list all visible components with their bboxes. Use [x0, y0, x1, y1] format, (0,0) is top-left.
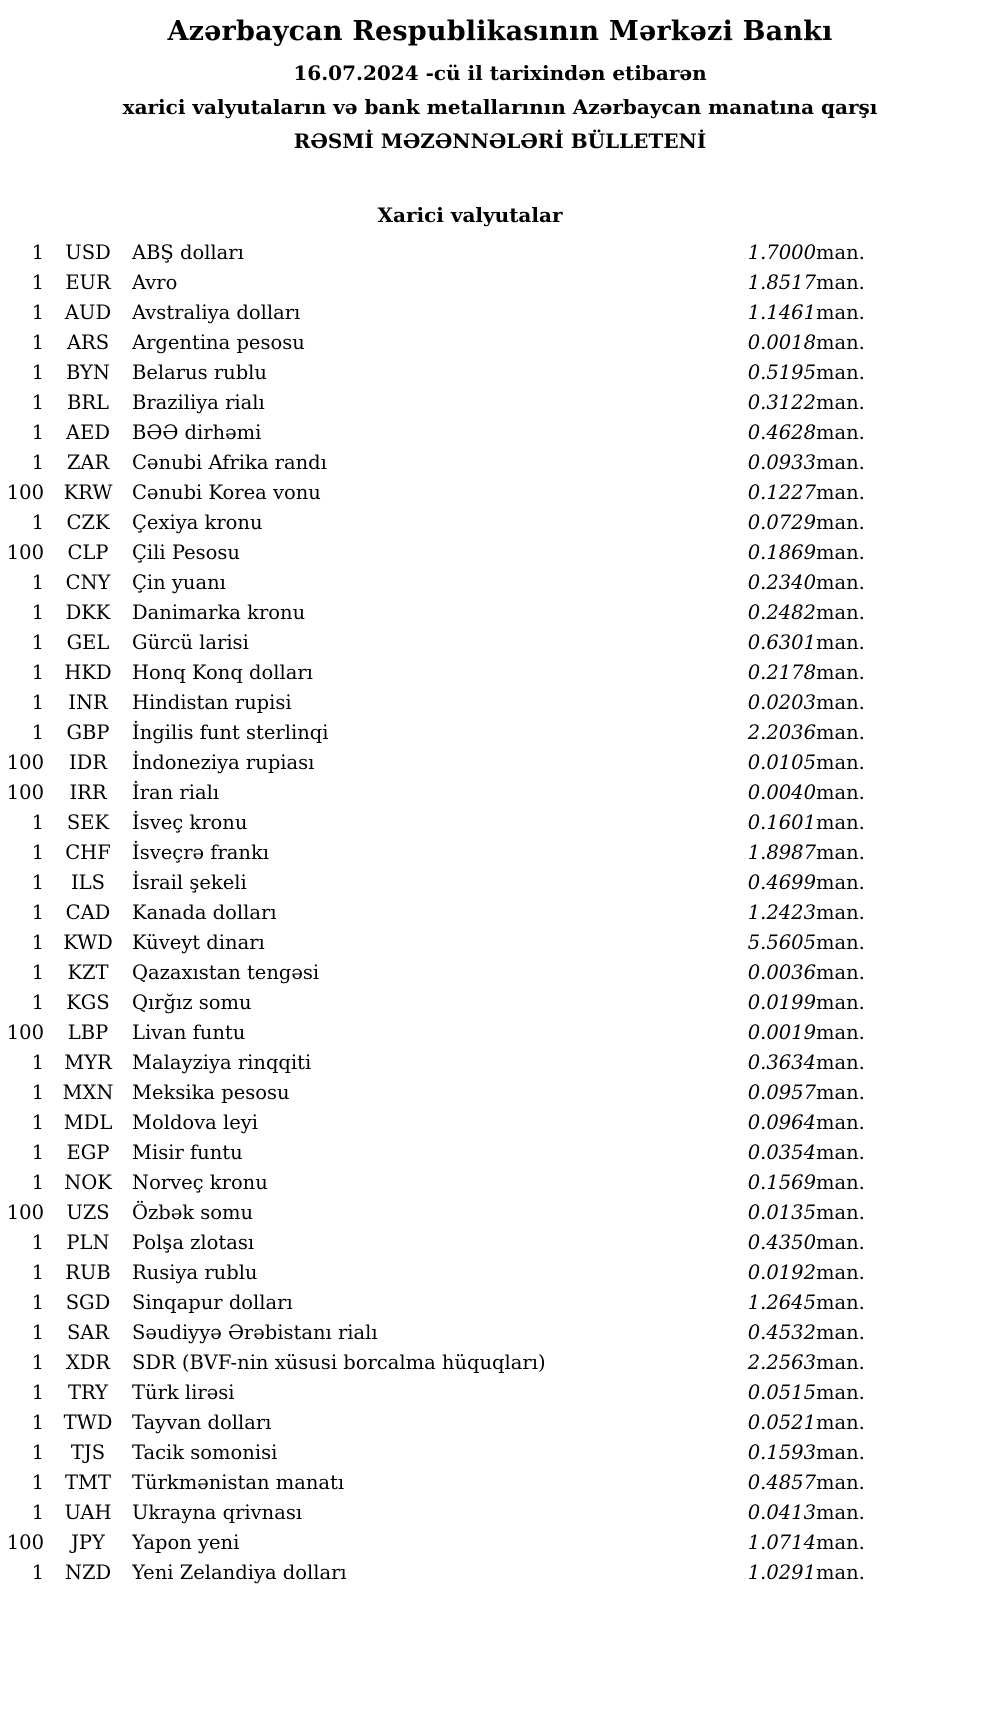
rate-row [6, 1227, 886, 1257]
bulletin-header [0, 0, 1000, 153]
quantity-cell: 1 [31, 1110, 44, 1134]
currency-code-cell: USD [65, 240, 111, 264]
currency-name-cell: İndoneziya rupiası [132, 750, 315, 774]
rate-value-cell: 0.0105 [747, 750, 816, 774]
rate-row [6, 657, 886, 687]
rate-row [6, 237, 886, 267]
rate-value-cell: 0.0515 [747, 1380, 816, 1404]
quantity-cell: 1 [31, 450, 44, 474]
currency-name-cell: Çili Pesosu [132, 540, 240, 564]
unit-cell: man. [816, 1200, 865, 1224]
unit-cell: man. [816, 1410, 865, 1434]
currency-name-cell: Hindistan rupisi [132, 690, 292, 714]
currency-code-cell: AUD [64, 300, 112, 324]
currency-name-cell: Honq Konq dolları [132, 660, 313, 684]
currency-name-cell: Braziliya rialı [132, 390, 265, 414]
currency-name-cell: Çexiya kronu [132, 510, 263, 534]
currency-code-cell: PLN [66, 1230, 110, 1254]
rate-value-cell: 0.2482 [747, 600, 816, 624]
scope-line: xarici valyutaların və bank metallarının Azərbaycan manatına qarşı [122, 95, 878, 119]
currency-name-cell: Gürcü larisi [132, 630, 249, 654]
rate-value-cell: 0.0192 [747, 1260, 816, 1284]
rate-value-cell: 0.0729 [747, 510, 816, 534]
unit-cell: man. [816, 750, 865, 774]
currency-name-cell: Yeni Zelandiya dolları [132, 1560, 347, 1584]
currency-code-cell: NZD [64, 1560, 112, 1584]
unit-cell: man. [816, 1440, 865, 1464]
unit-cell: man. [816, 1080, 865, 1104]
currency-name-cell: Özbək somu [132, 1200, 254, 1224]
currency-code-cell: BYN [66, 360, 110, 384]
currency-code-cell: IDR [68, 750, 108, 774]
currency-name-cell: Qırğız somu [132, 990, 252, 1014]
rate-value-cell: 5.5605 [747, 930, 816, 954]
unit-cell: man. [816, 630, 865, 654]
currency-name-cell: Argentina pesosu [132, 330, 305, 354]
quantity-cell: 1 [31, 600, 44, 624]
currency-code-cell: GBP [66, 720, 110, 744]
rate-row [6, 1287, 886, 1317]
rate-value-cell: 0.3122 [747, 390, 816, 414]
quantity-cell: 1 [31, 510, 44, 534]
rate-row [6, 417, 886, 447]
rate-value-cell: 0.4857 [747, 1470, 816, 1494]
unit-cell: man. [816, 960, 865, 984]
currency-code-cell: CLP [67, 540, 109, 564]
rate-value-cell: 0.1227 [747, 480, 816, 504]
currency-code-cell: TWD [63, 1410, 113, 1434]
currency-name-cell: İran rialı [132, 780, 220, 804]
unit-cell: man. [816, 1170, 865, 1194]
rate-row [6, 1497, 886, 1527]
currency-code-cell: RUB [65, 1260, 111, 1284]
rate-value-cell: 0.0203 [747, 690, 816, 714]
rate-row [6, 1407, 886, 1437]
currency-name-cell: Çin yuanı [132, 570, 226, 594]
unit-cell: man. [816, 600, 865, 624]
rate-value-cell: 0.0135 [747, 1200, 816, 1224]
currency-name-cell: İsveçrə frankı [132, 840, 270, 864]
currency-name-cell: ABŞ dolları [132, 240, 244, 264]
currency-code-cell: INR [68, 690, 108, 714]
rate-value-cell: 0.2340 [747, 570, 816, 594]
quantity-cell: 1 [31, 390, 44, 414]
rate-row [6, 507, 886, 537]
quantity-cell: 1 [31, 660, 44, 684]
unit-cell: man. [816, 570, 865, 594]
unit-cell: man. [816, 690, 865, 714]
rate-row [6, 1047, 886, 1077]
rate-value-cell: 0.1593 [747, 1440, 816, 1464]
rate-value-cell: 0.0040 [747, 780, 816, 804]
rate-row [6, 987, 886, 1017]
unit-cell: man. [816, 1020, 865, 1044]
quantity-cell: 100 [6, 480, 44, 504]
currency-code-cell: MXN [62, 1080, 114, 1104]
unit-cell: man. [816, 1380, 865, 1404]
rate-row [6, 597, 886, 627]
currency-code-cell: UAH [64, 1500, 112, 1524]
currency-code-cell: KGS [66, 990, 110, 1014]
currency-name-cell: Kanada dolları [132, 900, 277, 924]
currency-name-cell: İngilis funt sterlinqi [132, 720, 329, 744]
unit-cell: man. [816, 930, 865, 954]
currency-code-cell: NOK [64, 1170, 112, 1194]
currency-name-cell: İsveç kronu [132, 810, 248, 834]
quantity-cell: 100 [6, 1200, 44, 1224]
rate-row [6, 1257, 886, 1287]
quantity-cell: 1 [31, 1080, 44, 1104]
rate-row [6, 927, 886, 957]
rate-row [6, 1317, 886, 1347]
rate-row [6, 777, 886, 807]
currency-code-cell: ARS [66, 330, 110, 354]
unit-cell: man. [816, 1140, 865, 1164]
currency-code-cell: IRR [69, 780, 107, 804]
currency-name-cell: Meksika pesosu [132, 1080, 290, 1104]
rate-row [6, 1077, 886, 1107]
rate-row [6, 477, 886, 507]
currency-code-cell: CHF [65, 840, 111, 864]
page-title: Azərbaycan Respublikasının Mərkəzi Bankı [167, 16, 833, 47]
currency-code-cell: EGP [66, 1140, 110, 1164]
rate-value-cell: 1.7000 [747, 240, 816, 264]
rate-row [6, 627, 886, 657]
rate-value-cell: 1.1461 [747, 300, 816, 324]
unit-cell: man. [816, 1320, 865, 1344]
quantity-cell: 1 [31, 1260, 44, 1284]
currency-name-cell: Türkmənistan manatı [132, 1470, 345, 1494]
rate-value-cell: 0.0413 [747, 1500, 816, 1524]
rates-table-body [6, 237, 886, 1587]
quantity-cell: 1 [31, 840, 44, 864]
rate-value-cell: 0.0019 [747, 1020, 816, 1044]
exchange-rates-table [6, 237, 886, 1587]
rate-row [6, 1557, 886, 1587]
rate-row [6, 447, 886, 477]
unit-cell: man. [816, 270, 865, 294]
quantity-cell: 1 [31, 240, 44, 264]
unit-cell: man. [816, 1350, 865, 1374]
unit-cell: man. [816, 1290, 865, 1314]
quantity-cell: 1 [31, 930, 44, 954]
rate-row [6, 687, 886, 717]
quantity-cell: 1 [31, 1410, 44, 1434]
quantity-cell: 1 [31, 1350, 44, 1374]
quantity-cell: 1 [31, 330, 44, 354]
unit-cell: man. [816, 900, 865, 924]
rate-row [6, 297, 886, 327]
rate-value-cell: 0.0018 [747, 330, 816, 354]
rate-row [6, 1137, 886, 1167]
unit-cell: man. [816, 1560, 865, 1584]
rate-value-cell: 0.0354 [747, 1140, 816, 1164]
unit-cell: man. [816, 1500, 865, 1524]
quantity-cell: 100 [6, 1020, 44, 1044]
rate-value-cell: 2.2036 [747, 720, 816, 744]
quantity-cell: 1 [31, 570, 44, 594]
unit-cell: man. [816, 300, 865, 324]
unit-cell: man. [816, 660, 865, 684]
quantity-cell: 1 [31, 1140, 44, 1164]
currency-name-cell: Ukrayna qrivnası [132, 1500, 303, 1524]
rate-row [6, 567, 886, 597]
currency-code-cell: CNY [65, 570, 111, 594]
unit-cell: man. [816, 1050, 865, 1074]
rate-row [6, 837, 886, 867]
currency-code-cell: CZK [66, 510, 110, 534]
rate-value-cell: 1.0291 [747, 1560, 816, 1584]
rate-value-cell: 0.4350 [747, 1230, 816, 1254]
currency-name-cell: Cənubi Afrika randı [132, 450, 327, 474]
currency-name-cell: BƏƏ dirhəmi [132, 420, 262, 444]
currency-name-cell: Tacik somonisi [132, 1440, 278, 1464]
quantity-cell: 100 [6, 750, 44, 774]
rate-value-cell: 1.8517 [747, 270, 816, 294]
unit-cell: man. [816, 540, 865, 564]
rate-row [6, 897, 886, 927]
rate-row [6, 357, 886, 387]
effective-date-line: 16.07.2024 -cü il tarixindən etibarən [293, 61, 707, 85]
unit-cell: man. [816, 420, 865, 444]
unit-cell: man. [816, 1110, 865, 1134]
quantity-cell: 1 [31, 690, 44, 714]
currency-name-cell: Danimarka kronu [132, 600, 306, 624]
currency-name-cell: Avro [132, 270, 178, 294]
rate-value-cell: 0.4699 [747, 870, 816, 894]
currency-code-cell: MDL [63, 1110, 113, 1134]
rate-row [6, 537, 886, 567]
rate-row [6, 867, 886, 897]
currency-code-cell: ILS [70, 870, 105, 894]
currency-code-cell: KRW [63, 480, 113, 504]
currency-name-cell: Polşa zlotası [132, 1230, 255, 1254]
unit-cell: man. [816, 480, 865, 504]
currency-code-cell: SEK [66, 810, 110, 834]
rate-row [6, 267, 886, 297]
quantity-cell: 1 [31, 1440, 44, 1464]
quantity-cell: 1 [31, 1500, 44, 1524]
rate-row [6, 1467, 886, 1497]
rate-value-cell: 0.4532 [747, 1320, 816, 1344]
currency-code-cell: TRY [68, 1380, 108, 1404]
currency-name-cell: Livan funtu [132, 1020, 246, 1044]
quantity-cell: 1 [31, 630, 44, 654]
rate-value-cell: 0.0036 [747, 960, 816, 984]
quantity-cell: 1 [31, 960, 44, 984]
currency-code-cell: SGD [65, 1290, 111, 1314]
currency-name-cell: Səudiyyə Ərəbistanı rialı [132, 1320, 378, 1344]
currency-code-cell: JPY [71, 1530, 105, 1554]
rate-row [6, 387, 886, 417]
rate-value-cell: 1.8987 [747, 840, 816, 864]
bulletin-title-line: RƏSMİ MƏZƏNNƏLƏRİ BÜLLETENİ [293, 129, 707, 153]
quantity-cell: 1 [31, 870, 44, 894]
rate-value-cell: 1.2645 [747, 1290, 816, 1314]
quantity-cell: 100 [6, 1530, 44, 1554]
currency-code-cell: GEL [66, 630, 110, 654]
currency-name-cell: Tayvan dolları [132, 1410, 272, 1434]
currency-code-cell: KZT [67, 960, 109, 984]
quantity-cell: 1 [31, 1170, 44, 1194]
unit-cell: man. [816, 840, 865, 864]
currency-name-cell: Yapon yeni [132, 1530, 240, 1554]
currency-code-cell: KWD [63, 930, 113, 954]
unit-cell: man. [816, 510, 865, 534]
currency-name-cell: Moldova leyi [132, 1110, 259, 1134]
currency-name-cell: Avstraliya dolları [132, 300, 301, 324]
quantity-cell: 1 [31, 1380, 44, 1404]
currency-code-cell: HKD [64, 660, 112, 684]
currency-code-cell: DKK [65, 600, 111, 624]
quantity-cell: 1 [31, 360, 44, 384]
rate-row [6, 807, 886, 837]
rate-value-cell: 0.4628 [747, 420, 816, 444]
rate-row [6, 1437, 886, 1467]
unit-cell: man. [816, 240, 865, 264]
currency-name-cell: Sinqapur dolları [132, 1290, 293, 1314]
rate-value-cell: 0.6301 [747, 630, 816, 654]
currency-code-cell: UZS [66, 1200, 110, 1224]
unit-cell: man. [816, 1230, 865, 1254]
currency-name-cell: Norveç kronu [132, 1170, 268, 1194]
quantity-cell: 1 [31, 1290, 44, 1314]
quantity-cell: 1 [31, 990, 44, 1014]
currency-code-cell: ZAR [66, 450, 110, 474]
currency-name-cell: Rusiya rublu [132, 1260, 258, 1284]
rate-row [6, 1347, 886, 1377]
unit-cell: man. [816, 1470, 865, 1494]
quantity-cell: 1 [31, 1320, 44, 1344]
unit-cell: man. [816, 780, 865, 804]
quantity-cell: 1 [31, 720, 44, 744]
unit-cell: man. [816, 450, 865, 474]
currency-name-cell: SDR (BVF-nin xüsusi borcalma hüquqları) [132, 1350, 546, 1374]
quantity-cell: 1 [31, 900, 44, 924]
currency-name-cell: Küveyt dinarı [132, 930, 265, 954]
quantity-cell: 1 [31, 420, 44, 444]
currency-name-cell: Belarus rublu [132, 360, 267, 384]
rate-value-cell: 0.0521 [747, 1410, 816, 1434]
quantity-cell: 1 [31, 1560, 44, 1584]
currency-code-cell: LBP [67, 1020, 109, 1044]
quantity-cell: 1 [31, 300, 44, 324]
quantity-cell: 1 [31, 1470, 44, 1494]
currency-code-cell: XDR [65, 1350, 111, 1374]
rate-value-cell: 0.1601 [747, 810, 816, 834]
rate-row [6, 1107, 886, 1137]
currency-code-cell: EUR [65, 270, 111, 294]
rate-value-cell: 1.2423 [747, 900, 816, 924]
currency-code-cell: AED [66, 420, 110, 444]
rate-value-cell: 0.1869 [747, 540, 816, 564]
rate-value-cell: 0.5195 [747, 360, 816, 384]
currency-name-cell: Cənubi Korea vonu [132, 480, 321, 504]
currency-name-cell: Türk lirəsi [132, 1380, 235, 1404]
currency-name-cell: Malayziya rinqqiti [132, 1050, 312, 1074]
unit-cell: man. [816, 1530, 865, 1554]
rate-row [6, 1527, 886, 1557]
rate-value-cell: 0.0964 [747, 1110, 816, 1134]
quantity-cell: 1 [31, 270, 44, 294]
unit-cell: man. [816, 810, 865, 834]
unit-cell: man. [816, 330, 865, 354]
unit-cell: man. [816, 360, 865, 384]
rate-row [6, 1377, 886, 1407]
rate-row [6, 747, 886, 777]
rate-row [6, 1167, 886, 1197]
currency-code-cell: MYR [64, 1050, 112, 1074]
rate-row [6, 717, 886, 747]
unit-cell: man. [816, 870, 865, 894]
unit-cell: man. [816, 720, 865, 744]
currency-code-cell: SAR [66, 1320, 110, 1344]
unit-cell: man. [816, 1260, 865, 1284]
currency-code-cell: BRL [67, 390, 109, 414]
rate-row [6, 1197, 886, 1227]
quantity-cell: 100 [6, 780, 44, 804]
rate-row [6, 1017, 886, 1047]
rate-value-cell: 0.3634 [747, 1050, 816, 1074]
quantity-cell: 1 [31, 1230, 44, 1254]
rate-row [6, 957, 886, 987]
rate-value-cell: 2.2563 [747, 1350, 816, 1374]
unit-cell: man. [816, 990, 865, 1014]
quantity-cell: 1 [31, 810, 44, 834]
rate-value-cell: 0.1569 [747, 1170, 816, 1194]
rate-value-cell: 1.0714 [747, 1530, 816, 1554]
currency-code-cell: CAD [65, 900, 111, 924]
currency-name-cell: İsrail şekeli [132, 870, 247, 894]
rate-value-cell: 0.0199 [747, 990, 816, 1014]
section-title-foreign-currencies: Xarici valyutalar [377, 203, 563, 227]
currency-name-cell: Qazaxıstan tengəsi [132, 960, 320, 984]
currency-name-cell: Misir funtu [132, 1140, 243, 1164]
rate-value-cell: 0.0957 [747, 1080, 816, 1104]
unit-cell: man. [816, 390, 865, 414]
currency-code-cell: TJS [70, 1440, 106, 1464]
rate-value-cell: 0.2178 [747, 660, 816, 684]
rate-row [6, 327, 886, 357]
quantity-cell: 100 [6, 540, 44, 564]
quantity-cell: 1 [31, 1050, 44, 1074]
rate-value-cell: 0.0933 [747, 450, 816, 474]
currency-code-cell: TMT [65, 1470, 111, 1494]
